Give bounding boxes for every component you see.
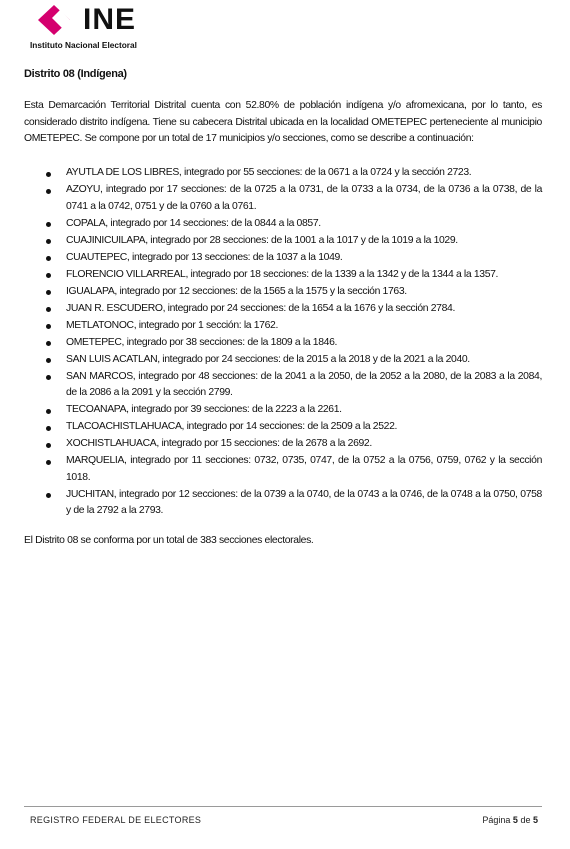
list-item-text: JUAN R. ESCUDERO, integrado por 24 secciones: de la 1654 a la 1676 y la sección 2784. [66, 302, 455, 314]
bullet-icon [46, 409, 51, 414]
bullet-icon [46, 324, 51, 329]
municipios-list [24, 165, 542, 520]
bullet-icon [46, 256, 51, 261]
bullet-icon [46, 172, 51, 177]
list-item [24, 453, 542, 486]
list-item [24, 487, 542, 520]
list-item-text: AYUTLA DE LOS LIBRES, integrado por 55 secciones: de la 0671 a la 0724 y la sección 2723. [66, 167, 472, 178]
footer-registry: REGISTRO FEDERAL DE ELECTORES [30, 815, 202, 825]
list-item-text: TLACOACHISTLAHUACA, integrado por 14 secciones: de la 2509 a la 2522. [66, 421, 398, 432]
list-item-text: IGUALAPA, integrado por 12 secciones: de la 1565 a la 1575 y la sección 1763. [66, 285, 407, 297]
bullet-icon [46, 460, 51, 465]
list-item [24, 402, 542, 419]
page-word: Página [482, 815, 511, 825]
logo-wordmark: INE [83, 3, 137, 36]
list-item [24, 318, 542, 335]
list-item-text: CUAUTEPEC, integrado por 13 secciones: de la 1037 a la 1049. [66, 251, 343, 263]
intro-paragraph: Esta Demarcación Territorial Distrital cuenta con 52.80% de población indígena y/o afromexicana, por lo tanto, es considerado distrito indígena. Tiene su cabecera Distrital ubicada en la localidad OMETEPEC perteneciente al municipio OMETEPEC. Se compone por un total de 17 municipios y/o secciones, como se describe a continuación: [24, 100, 542, 144]
list-item [24, 165, 542, 182]
bullet-icon [46, 426, 51, 431]
list-item-text: COPALA, integrado por 14 secciones: de la 0844 a la 0857. [66, 217, 321, 229]
page-total: 5 [532, 815, 538, 825]
list-item [24, 267, 542, 284]
page-of: de [520, 815, 531, 825]
list-item-text: CUAJINICUILAPA, integrado por 28 secciones: de la 1001 a la 1017 y de la 1019 a la 1029. [66, 234, 458, 246]
bullet-icon [46, 222, 51, 227]
list-item [24, 216, 542, 233]
list-item [24, 335, 542, 352]
list-item-text: TECOANAPA, integrado por 39 secciones: de la 2223 a la 2261. [66, 404, 342, 415]
bullet-icon [46, 189, 51, 194]
list-item-text: JUCHITAN, integrado por 12 secciones: de la 0739 a la 0740, de la 0743 a la 0746, de la 0748 a la 0750, 0758 y de la 2792 a la 2793. [66, 488, 542, 516]
list-item [24, 250, 542, 267]
list-item-text: METLATONOC, integrado por 1 sección: la 1762. [66, 319, 278, 331]
summary-paragraph: El Distrito 08 se conforma por un total de 383 secciones electorales. [24, 535, 314, 546]
ine-diamond-icon [36, 4, 80, 36]
list-item-text: SAN MARCOS, integrado por 48 secciones: de la 2041 a la 2050, de la 2052 a la 2080, de la 2083 a la 2084, de la 2086 a la 2091 y la sección 2799. [66, 370, 542, 398]
bullet-icon [46, 358, 51, 363]
list-item [24, 369, 542, 402]
list-item-text: AZOYU, integrado por 17 secciones: de la 0725 a la 0731, de la 0733 a la 0734, de la 0736 a la 0738, de la 0741 a la 0742, 0751 y de la 0760 a la 0761. [66, 184, 542, 212]
list-item-text: OMETEPEC, integrado por 38 secciones: de la 1809 a la 1846. [66, 336, 338, 348]
list-item [24, 301, 542, 318]
bullet-icon [46, 290, 51, 295]
list-item [24, 182, 542, 215]
bullet-icon [46, 239, 51, 244]
page-current: 5 [512, 815, 518, 825]
list-item [24, 419, 542, 436]
list-item-text: MARQUELIA, integrado por 11 secciones: 0732, 0735, 0747, de la 0752 a la 0756, 0759, 0762 y la sección 1018. [66, 455, 542, 483]
list-item [24, 233, 542, 250]
footer-divider [24, 806, 542, 807]
list-item-text: FLORENCIO VILLARREAL, integrado por 18 secciones: de la 1339 a la 1342 y de la 1344 a la 1357. [66, 268, 499, 280]
logo-subtitle: Instituto Nacional Electoral [30, 40, 137, 50]
list-item [24, 436, 542, 453]
bullet-icon [46, 443, 51, 448]
ine-logo [30, 4, 180, 50]
district-heading: Distrito 08 (Indígena) [24, 68, 127, 80]
bullet-icon [46, 341, 51, 346]
bullet-icon [46, 375, 51, 380]
list-item [24, 284, 542, 301]
bullet-icon [46, 307, 51, 312]
list-item-text: XOCHISTLAHUACA, integrado por 15 secciones: de la 2678 a la 2692. [66, 438, 372, 449]
bullet-icon [46, 273, 51, 278]
list-item [24, 352, 542, 369]
bullet-icon [46, 493, 51, 498]
list-item-text: SAN LUIS ACATLAN, integrado por 24 secciones: de la 2015 a la 2018 y de la 2021 a la 2040. [66, 353, 470, 365]
page-number [482, 815, 538, 825]
